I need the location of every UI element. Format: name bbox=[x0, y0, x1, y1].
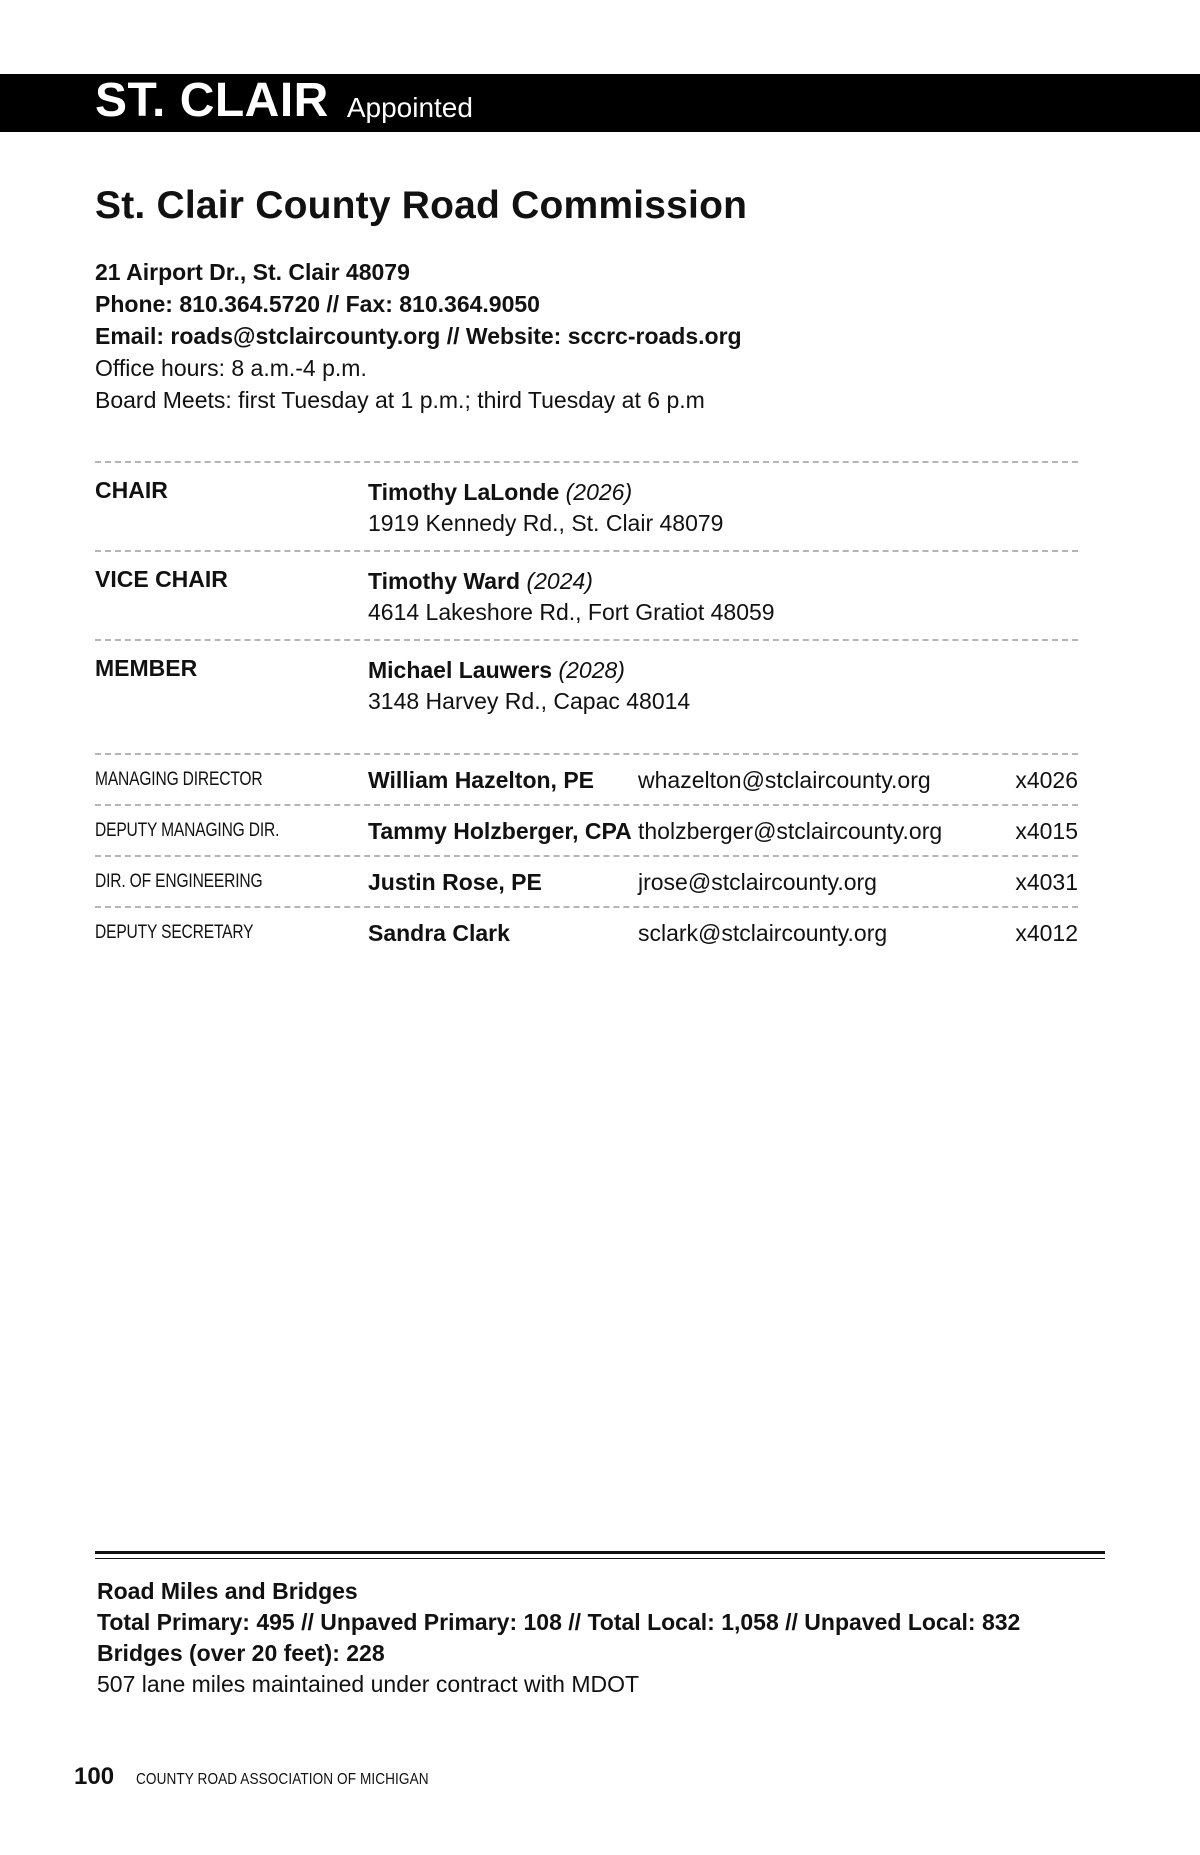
board-members-list bbox=[95, 461, 1078, 728]
staff-row bbox=[95, 804, 1078, 855]
section-divider-thick bbox=[95, 1551, 1105, 1554]
staff-title: DEPUTY SECRETARY bbox=[95, 922, 254, 943]
agency-title: St. Clair County Road Commission bbox=[95, 184, 748, 227]
board-member-address: 3148 Harvey Rd., Capac 48014 bbox=[368, 688, 691, 714]
mdot-contract-note: 507 lane miles maintained under contract with MDOT bbox=[97, 1671, 640, 1697]
board-member-term: (2028) bbox=[558, 657, 625, 683]
staff-title: DEPUTY MANAGING DIR. bbox=[95, 820, 280, 841]
board-member-address: 4614 Lakeshore Rd., Fort Gratiot 48059 bbox=[368, 599, 775, 625]
staff-email[interactable]: sclark@stclaircounty.org bbox=[638, 920, 888, 946]
staff-list bbox=[95, 753, 1078, 957]
staff-row bbox=[95, 855, 1078, 906]
board-role: VICE CHAIR bbox=[95, 566, 228, 592]
agency-board-meetings: Board Meets: first Tuesday at 1 p.m.; third Tuesday at 6 p.m bbox=[95, 387, 705, 413]
staff-extension: x4026 bbox=[1015, 767, 1078, 793]
staff-title: MANAGING DIRECTOR bbox=[95, 769, 263, 790]
board-row-vice-chair bbox=[95, 550, 1078, 639]
staff-extension: x4031 bbox=[1015, 869, 1078, 895]
staff-email[interactable]: whazelton@stclaircounty.org bbox=[638, 767, 931, 793]
agency-office-hours: Office hours: 8 a.m.-4 p.m. bbox=[95, 355, 367, 381]
board-member-name: Michael Lauwers bbox=[368, 657, 553, 683]
county-name: ST. CLAIR bbox=[95, 74, 329, 127]
board-member-term: (2026) bbox=[565, 479, 633, 505]
staff-extension: x4015 bbox=[1015, 818, 1078, 844]
staff-email[interactable]: tholzberger@stclaircounty.org bbox=[638, 818, 943, 844]
staff-row bbox=[95, 753, 1078, 804]
board-member-name: Timothy Ward bbox=[368, 568, 521, 594]
agency-address: 21 Airport Dr., St. Clair 48079 bbox=[95, 259, 410, 285]
board-member bbox=[368, 477, 723, 539]
road-miles-totals: Total Primary: 495 // Unpaved Primary: 108 // Total Local: 1,058 // Unpaved Local: 832 bbox=[97, 1609, 1021, 1635]
section-divider-thin bbox=[95, 1558, 1105, 1559]
staff-email[interactable]: jrose@stclaircounty.org bbox=[638, 869, 877, 895]
agency-email-website: Email: roads@stclaircounty.org // Website: sccrc-roads.org bbox=[95, 323, 742, 349]
board-role: MEMBER bbox=[95, 655, 198, 681]
board-member-term: (2024) bbox=[526, 568, 593, 594]
staff-name: Tammy Holzberger, CPA bbox=[368, 818, 632, 844]
staff-row bbox=[95, 906, 1078, 957]
road-miles-heading: Road Miles and Bridges bbox=[97, 1578, 358, 1604]
road-miles-section bbox=[97, 1576, 1020, 1700]
page-footer bbox=[74, 1763, 480, 1791]
board-role: CHAIR bbox=[95, 477, 168, 503]
staff-name: Sandra Clark bbox=[368, 920, 510, 946]
staff-title: DIR. OF ENGINEERING bbox=[95, 871, 263, 892]
board-member-address: 1919 Kennedy Rd., St. Clair 48079 bbox=[368, 510, 724, 536]
board-member-name: Timothy LaLonde bbox=[368, 479, 560, 505]
publication-name: COUNTY ROAD ASSOCIATION OF MICHIGAN bbox=[136, 1771, 429, 1788]
board-row-member bbox=[95, 639, 1078, 728]
county-designation: Appointed bbox=[346, 92, 473, 123]
staff-name: Justin Rose, PE bbox=[368, 869, 542, 895]
agency-phone-fax: Phone: 810.364.5720 // Fax: 810.364.9050 bbox=[95, 291, 540, 317]
bridges-count: Bridges (over 20 feet): 228 bbox=[97, 1640, 385, 1666]
county-header-band bbox=[0, 74, 1200, 132]
staff-extension: x4012 bbox=[1015, 920, 1078, 946]
board-member bbox=[368, 655, 690, 717]
board-member bbox=[368, 566, 775, 628]
board-row-chair bbox=[95, 461, 1078, 550]
agency-contact-block bbox=[95, 256, 742, 416]
staff-name: William Hazelton, PE bbox=[368, 767, 595, 793]
page-number: 100 bbox=[74, 1763, 115, 1790]
